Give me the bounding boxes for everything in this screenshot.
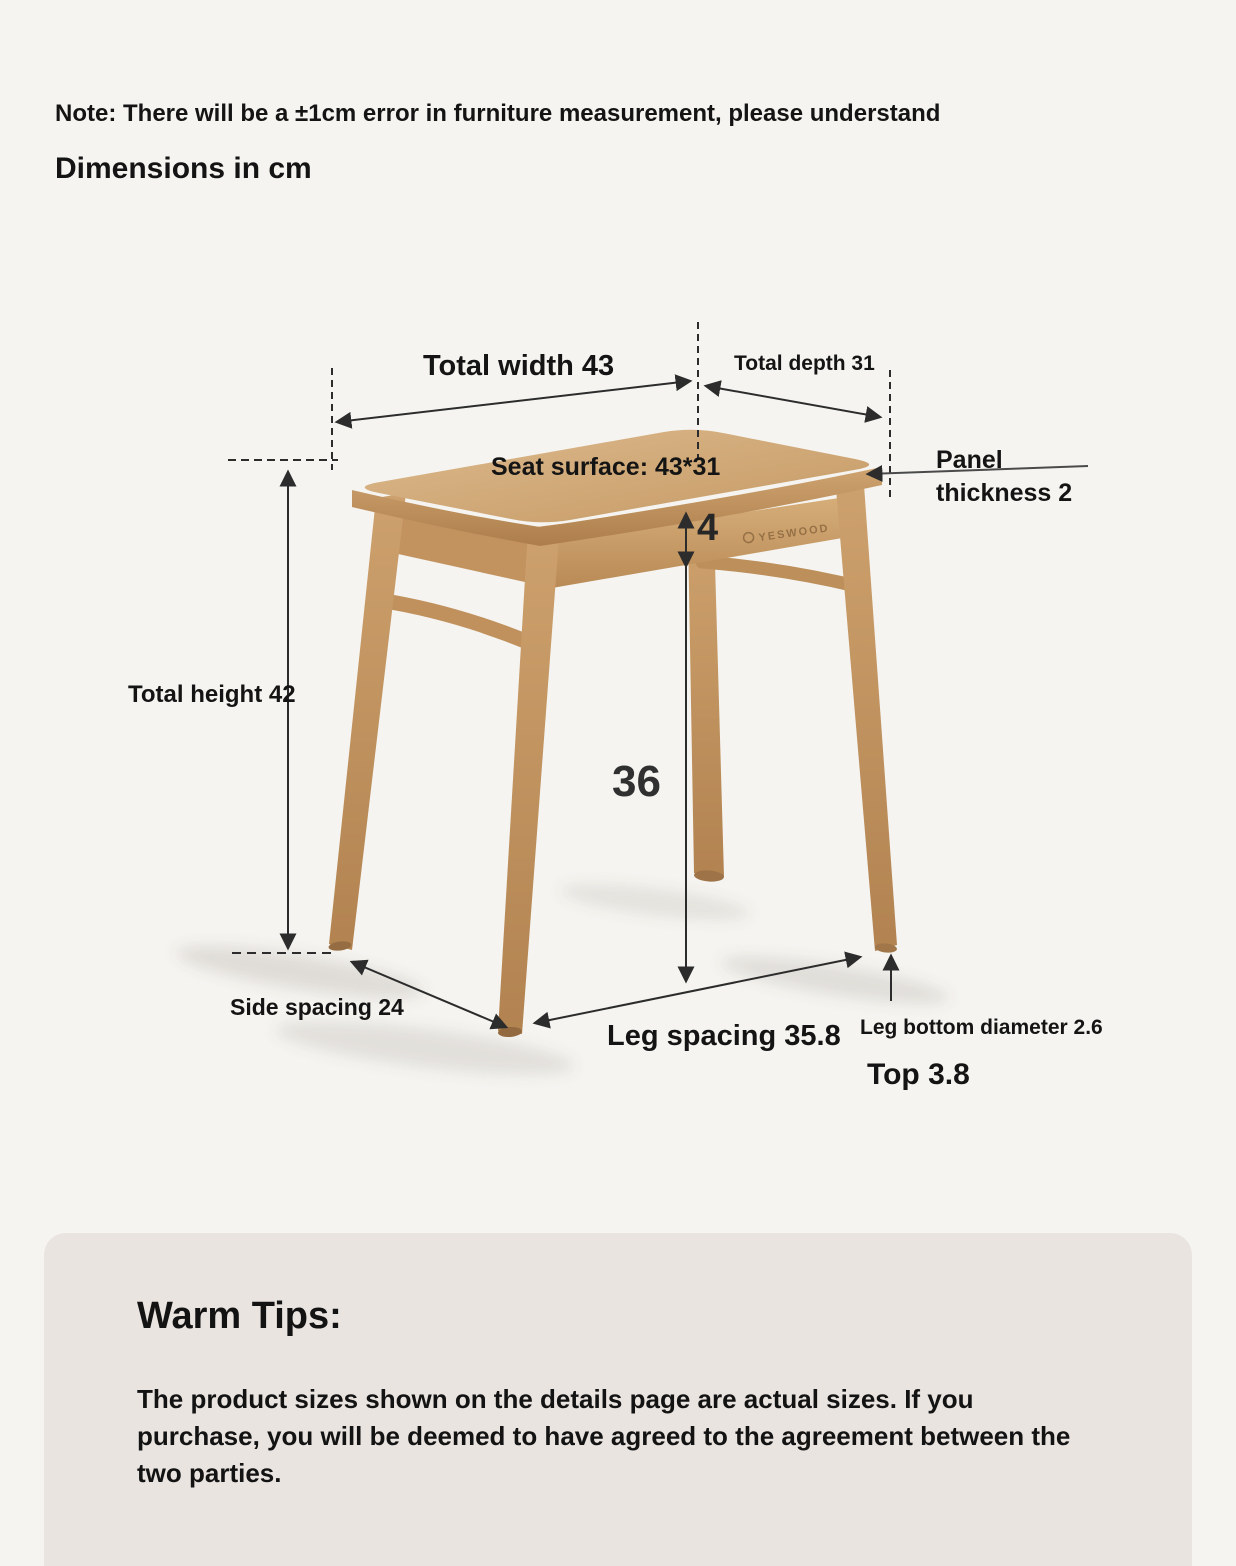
dimensions-heading: Dimensions in cm <box>55 152 312 185</box>
label-total-width: Total width 43 <box>423 350 615 382</box>
label-panel-thickness: Panel thickness 2 <box>936 446 1073 507</box>
stool-right-leg <box>836 485 897 954</box>
warm-tips-title: Warm Tips: <box>137 1295 342 1337</box>
arrow-total-width <box>337 381 690 422</box>
label-apron-height: 4 <box>697 507 719 549</box>
stool-left-stretcher <box>379 600 530 643</box>
label-total-height: Total height 42 <box>128 681 296 708</box>
label-seat-surface: Seat surface: 43*31 <box>491 453 721 481</box>
measurement-lines <box>228 322 1088 1027</box>
stool-right-stretcher <box>702 562 856 586</box>
stool-back-leg <box>688 529 724 883</box>
brand-watermark-text: YESWOOD <box>757 522 831 545</box>
warm-tips-panel <box>44 1233 1192 1566</box>
warm-tips-body: The product sizes shown on the details page are actual sizes. If you purchase, you will be deemed to have agreed to the agreement between the two parties. <box>137 1384 1071 1488</box>
note-text: Note: There will be a ±1cm error in furniture measurement, please understand <box>55 100 941 127</box>
stool <box>174 430 951 1085</box>
label-leg-height: 36 <box>612 757 661 806</box>
label-total-depth: Total depth 31 <box>734 352 875 375</box>
label-leg-top-diameter: Top 3.8 <box>867 1058 970 1091</box>
arrow-total-depth <box>706 386 880 417</box>
label-leg-spacing: Leg spacing 35.8 <box>607 1020 841 1052</box>
label-leg-bottom-diameter: Leg bottom diameter 2.6 <box>860 1016 1103 1039</box>
stool-front-leg <box>498 524 560 1038</box>
stool-left-leg <box>328 493 406 952</box>
label-side-spacing: Side spacing 24 <box>230 994 404 1020</box>
